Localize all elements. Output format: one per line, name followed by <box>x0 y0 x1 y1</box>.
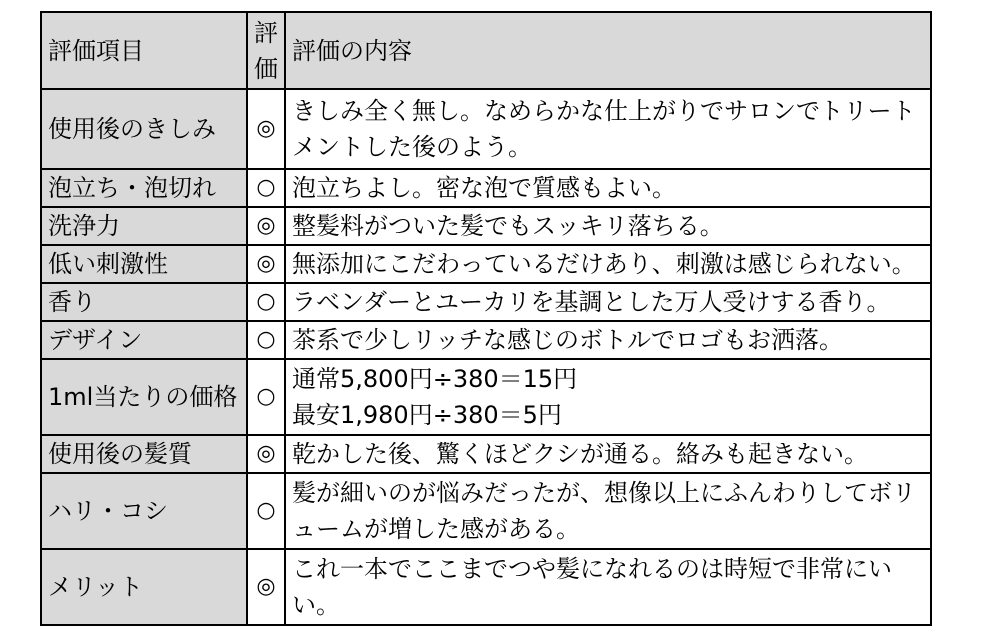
header-rating-line1: 評 <box>254 18 278 47</box>
row-content: これ一本でここまでつや髪になれるのは時短で非常にいい。 <box>285 549 931 625</box>
table-row <box>41 207 931 245</box>
row-content-line1: 通常5,800円÷380＝15円 <box>292 365 578 393</box>
header-item: 評価項目 <box>41 12 247 89</box>
row-item: 使用後の髪質 <box>41 435 247 473</box>
table-row <box>41 473 931 549</box>
row-content: 茶系で少しリッチな感じのボトルでロゴもお洒落。 <box>285 321 931 359</box>
header-rating <box>247 12 285 89</box>
row-item: 1ml当たりの価格 <box>41 359 247 435</box>
row-content: 泡立ちよし。密な泡で質感もよい。 <box>285 169 931 207</box>
evaluation-table-container <box>40 11 932 626</box>
row-rating: ○ <box>247 321 285 359</box>
row-rating: ◎ <box>247 89 285 169</box>
row-item: 洗浄力 <box>41 207 247 245</box>
row-rating: ○ <box>247 473 285 549</box>
row-content: ラベンダーとユーカリを基調とした万人受けする香り。 <box>285 283 931 321</box>
row-item: 泡立ち・泡切れ <box>41 169 247 207</box>
row-item: 低い刺激性 <box>41 245 247 283</box>
row-rating: ○ <box>247 283 285 321</box>
table-row <box>41 549 931 625</box>
row-content: 乾かした後、驚くほどクシが通る。絡みも起きない。 <box>285 435 931 473</box>
row-item: 香り <box>41 283 247 321</box>
row-content: 整髪料がついた髪でもスッキリ落ちる。 <box>285 207 931 245</box>
row-rating: ◎ <box>247 435 285 473</box>
table-row <box>41 321 931 359</box>
table-header-row <box>41 12 931 89</box>
table-row <box>41 359 931 435</box>
header-content: 評価の内容 <box>285 12 931 89</box>
evaluation-table <box>40 11 932 626</box>
header-rating-line2: 価 <box>254 54 278 83</box>
row-content-line2: 最安1,980円÷380＝5円 <box>292 401 562 429</box>
table-row <box>41 245 931 283</box>
row-item: ハリ・コシ <box>41 473 247 549</box>
row-item: 使用後のきしみ <box>41 89 247 169</box>
row-rating: ◎ <box>247 207 285 245</box>
row-rating: ○ <box>247 169 285 207</box>
table-row <box>41 435 931 473</box>
row-content <box>285 359 931 435</box>
table-row <box>41 89 931 169</box>
row-content: きしみ全く無し。なめらかな仕上がりでサロンでトリートメントした後のよう。 <box>285 89 931 169</box>
row-rating: ◎ <box>247 245 285 283</box>
row-rating: ◎ <box>247 549 285 625</box>
table-row <box>41 283 931 321</box>
table-row <box>41 169 931 207</box>
row-rating: ○ <box>247 359 285 435</box>
row-content: 髪が細いのが悩みだったが、想像以上にふんわりしてボリュームが増した感がある。 <box>285 473 931 549</box>
row-item: デザイン <box>41 321 247 359</box>
row-item: メリット <box>41 549 247 625</box>
row-content: 無添加にこだわっているだけあり、刺激は感じられない。 <box>285 245 931 283</box>
